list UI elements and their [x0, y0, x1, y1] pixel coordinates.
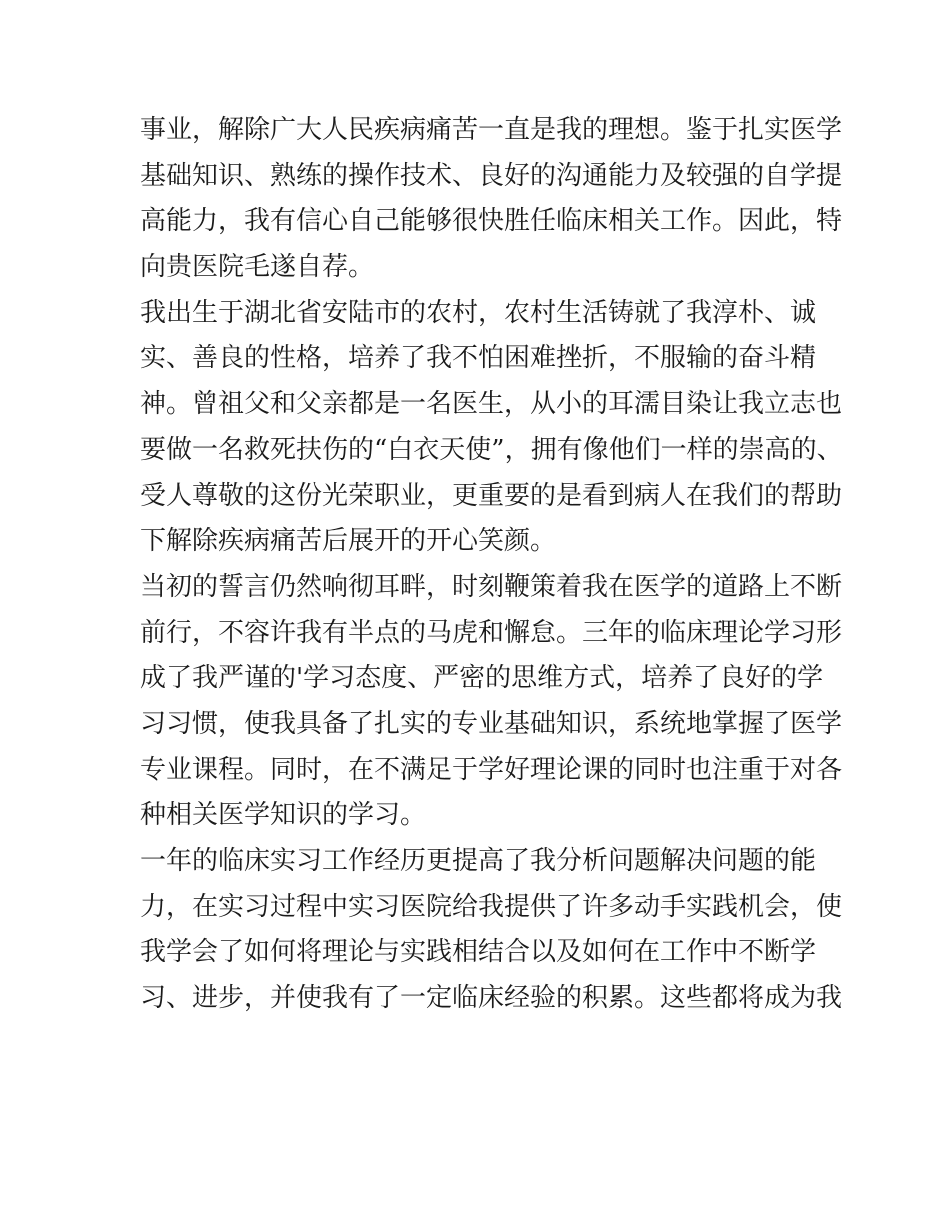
text-line: 基础知识、熟练的操作技术、良好的沟通能力及较强的自学提 — [140, 160, 843, 191]
text-line: 当初的誓言仍然响彻耳畔，时刻鞭策着我在医学的道路上不断 — [140, 571, 843, 602]
text-line: 我出生于湖北省安陆市的农村，农村生活铸就了我淳朴、诚 — [140, 297, 817, 328]
text-line: 神。曾祖父和父亲都是一名医生，从小的耳濡目染让我立志也 — [140, 389, 843, 420]
text-line: 实、善良的性格，培养了我不怕困难挫折，不服输的奋斗精 — [140, 343, 817, 374]
text-line: 力，在实习过程中实习医院给我提供了许多动手实践机会，使 — [140, 891, 843, 922]
text-line: 种相关医学知识的学习。 — [140, 800, 427, 831]
text-line: 要做一名救死扶伤的“白衣天使”，拥有像他们一样的崇高的、 — [140, 434, 843, 465]
text-line: 习习惯，使我具备了扎实的专业基础知识，系统地掌握了医学 — [140, 708, 843, 739]
text-line: 事业，解除广大人民疾病痛苦一直是我的理想。鉴于扎实医学 — [140, 115, 843, 145]
text-line: 下解除疾病痛苦后展开的开心笑颜。 — [140, 526, 557, 557]
text-line: 一年的临床实习工作经历更提高了我分析问题解决问题的能 — [140, 846, 817, 876]
text-line: 习、进步，并使我有了一定临床经验的积累。这些都将成为我 — [140, 983, 843, 1014]
text-line: 高能力，我有信心自己能够很快胜任临床相关工作。因此，特 — [140, 206, 843, 237]
text-line: 向贵医院毛遂自荐。 — [140, 252, 375, 283]
text-line: 我学会了如何将理论与实践相结合以及如何在工作中不断学 — [140, 937, 817, 968]
text-line: 受人尊敬的这份光荣职业，更重要的是看到病人在我们的帮助 — [140, 480, 843, 511]
text-line: 前行，不容许我有半点的马虎和懈怠。三年的临床理论学习形 — [140, 617, 843, 648]
text-line: 专业课程。同时，在不满足于学好理论课的同时也注重于对各 — [140, 754, 843, 785]
text-line: 成了我严谨的'学习态度、严密的思维方式，培养了良好的学 — [140, 663, 824, 694]
